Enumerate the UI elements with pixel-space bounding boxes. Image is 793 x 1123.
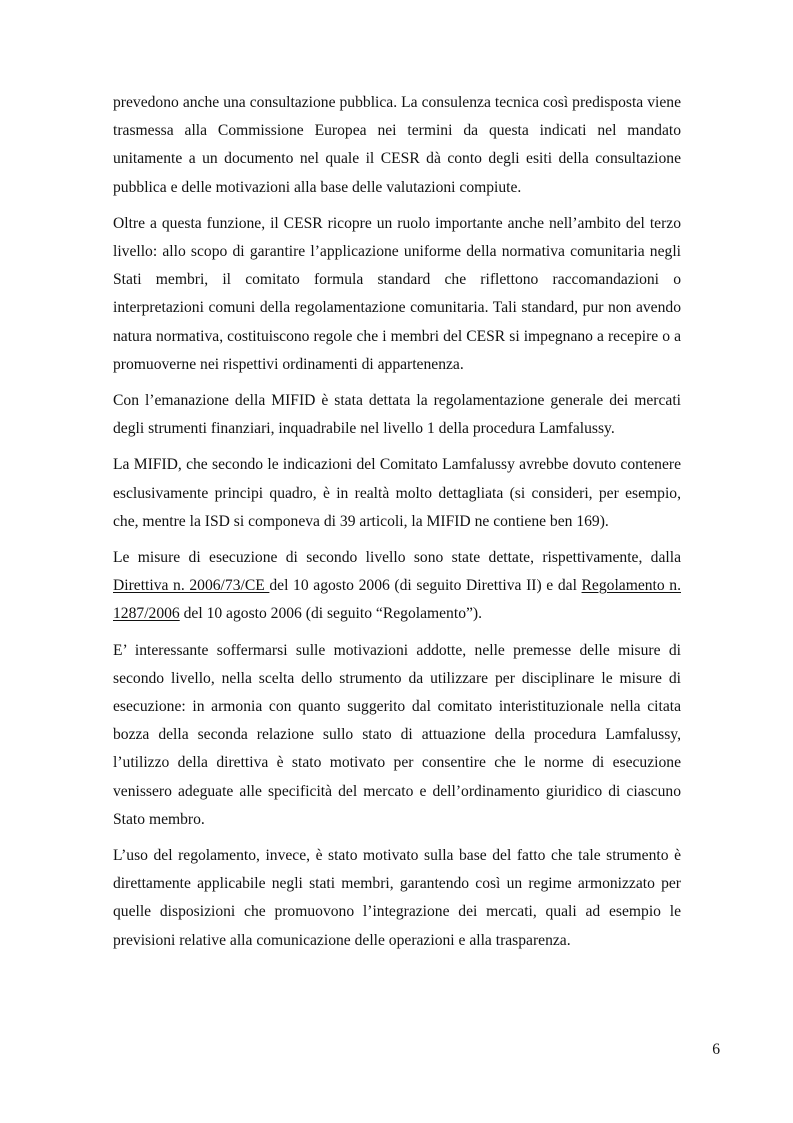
paragraph-regulation-use	[113, 842, 681, 955]
paragraph-text: Le misure di esecuzione di secondo livello sono state dettate, rispettivamente, dalla	[113, 549, 681, 567]
paragraph-text: del 10 agosto 2006 (di seguito “Regolamento”).	[179, 605, 482, 623]
paragraph-text: prevedono anche una consultazione pubblica. La consulenza tecnica così predisposta viene trasmessa alla Commissione Europea nei termini da questa indicati nel mandato unitamente a un documento nel quale il CESR dà conto degli esiti della consultazione pubblica e delle motivazioni alla base delle valutazioni compiute.	[113, 94, 681, 196]
paragraph-mifid-detail	[113, 451, 681, 536]
paragraph-text: La MIFID, che secondo le indicazioni del Comitato Lamfalussy avrebbe dovuto contenere esclusivamente principi quadro, è in realtà molto dettagliata (si consideri, per esempio, che, mentre la ISD si componeva di 39 articoli, la MIFID ne contiene ben 169).	[113, 456, 681, 530]
paragraph-text: L’uso del regolamento, invece, è stato motivato sulla base del fatto che tale strumento è direttamente applicabile negli stati membri, garantendo così un regime armonizzato per quelle disposizioni che promuovono l’integrazione dei mercati, quali ad esempio le previsioni relative alla comunicazione delle operazioni e alla trasparenza.	[113, 847, 681, 949]
paragraph-text: E’ interessante soffermarsi sulle motivazioni addotte, nelle premesse delle misure di secondo livello, nella scelta dello strumento da utilizzare per disciplinare le misure di esecuzione: in armonia con quanto suggerito dal comitato interistituzionale nella citata bozza della seconda relazione sullo stato di attuazione della procedura Lamfalussy, l’utilizzo della direttiva è stato motivato per consentire che le norme di esecuzione venissero adeguate alle specificità del mercato e dell’ordinamento giuridico di ciascuno Stato membro.	[113, 641, 681, 828]
paragraph-text: Con l’emanazione della MIFID è stata dettata la regolamentazione generale dei mercati degli strumenti finanziari, inquadrabile nel livello 1 della procedura Lamfalussy.	[113, 392, 681, 438]
page-number: 6	[712, 1041, 720, 1058]
paragraph-second-level-measures	[113, 544, 681, 629]
paragraph-text: del 10 agosto 2006 (di seguito Direttiva II) e dal	[269, 577, 582, 595]
regulation-reference-link[interactable]: Regolamento n. 1287/2006	[113, 577, 681, 623]
paragraph-text: Oltre a questa funzione, il CESR ricopre un ruolo importante anche nell’ambito del terzo livello: allo scopo di garantire l’applicazione uniforme della normativa comunitaria negli Stati membri, il comitato formula standard che riflettono raccomandazioni o interpretazioni comuni della regolamentazione comunitaria. Tali standard, pur non avendo natura normativa, costituiscono regole che i membri del CESR si impegnano a recepire o a promuoverne nei rispettivi ordinamenti di appartenenza.	[113, 214, 681, 373]
directive-reference-link[interactable]: Direttiva n. 2006/73/CE	[113, 577, 270, 595]
page-body	[113, 89, 681, 963]
paragraph-mifid-regulation	[113, 387, 681, 443]
paragraph-cesr-third-level	[113, 210, 681, 379]
paragraph-consultation	[113, 89, 681, 202]
paragraph-instrument-choice	[113, 637, 681, 834]
